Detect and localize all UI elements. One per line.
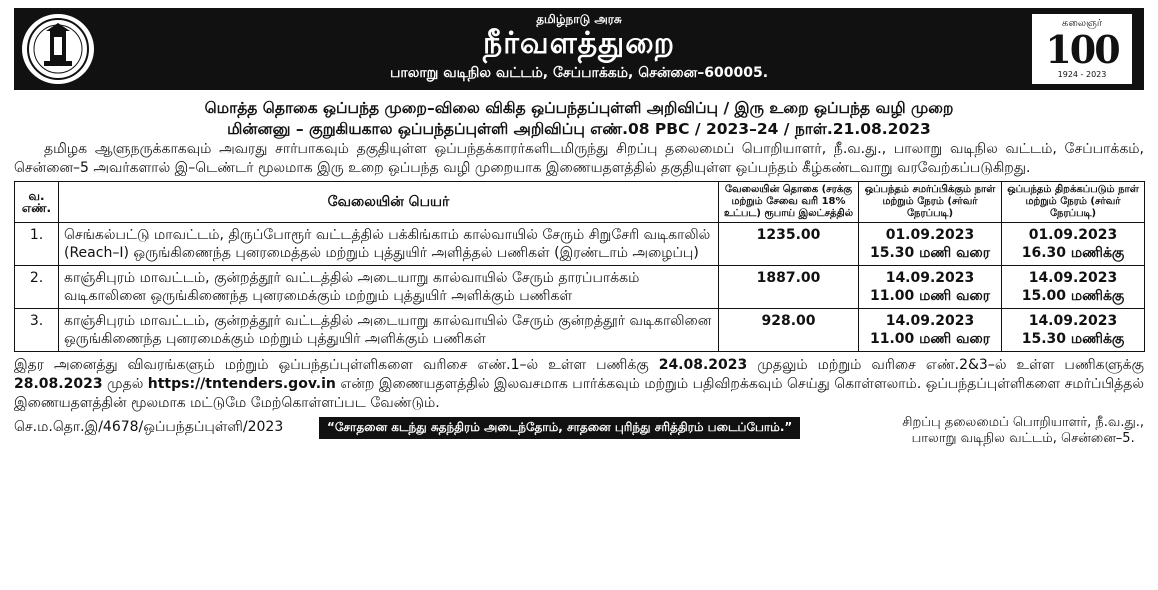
row-submit-date: 14.09.2023: [885, 270, 975, 286]
row-serial-no: 1.: [15, 223, 59, 266]
row-serial-no: 2.: [15, 266, 59, 309]
header-band: [14, 8, 1144, 90]
table-row: [15, 309, 1145, 352]
office-address: பாலாறு வடிநில வட்டம், சேப்பாக்கம், சென்னை–600005.: [389, 65, 769, 81]
footer-paragraph: [14, 356, 1144, 413]
row-submit-time: 11.00 மணி வரை: [870, 331, 990, 347]
row-open-time: 15.30 மணிக்கு: [1021, 331, 1125, 347]
footer-date-1: 24.08.2023: [658, 357, 748, 373]
notice-intro: தமிழக ஆளுநருக்காகவும் அவரது சார்பாகவும் தகுதியுள்ள ஒப்பந்தக்காரர்களிடமிருந்து சிறப்பு தலைமைப் பொறியாளர், நீ.வ.து., பாலாறு வடிநில வட்டம், சேப்பாக்கம், சென்னை–5 அவர்களால் இ–டெண்டர் மூலமாக இரு உறை ஒப்பந்த வழி முறையாக இணையதளத்தில் தகுதியுள்ள ஒப்பந்தம் கீழ்கண்டவாறு வரவேற்கப்படுகிறது.: [14, 141, 1144, 176]
signatory-office: பாலாறு வடிநில வட்டம், சென்னை–5.: [911, 431, 1135, 446]
row-submit-time: 15.30 மணி வரை: [870, 245, 990, 261]
row-open-time: 16.30 மணிக்கு: [1021, 245, 1125, 261]
header-open-date: ஒப்பந்தம் திறக்கப்படும் நாள் மற்றும் நேரம் (சர்வர் நேரப்படி): [1002, 182, 1145, 223]
header-submit-date: ஒப்பந்தம் சமர்ப்பிக்கும் நாள் மற்றும் நேரம் (சர்வர் நேரப்படி): [859, 182, 1002, 223]
signatory-block: [902, 415, 1144, 447]
row-open-date: 01.09.2023: [1028, 227, 1118, 243]
row-submit-cell: [859, 266, 1002, 309]
footer-text-1: இதர அனைத்து விவரங்களும் மற்றும் ஒப்பந்தப்புள்ளிகளை வரிசை எண்.1–ல் உள்ள பணிக்கு: [14, 357, 659, 373]
row-submit-date: 01.09.2023: [885, 227, 975, 243]
notice-title-line2: மின்னனு – குறுகியகால ஒப்பந்தப்புள்ளி அறிவிப்பு எண்.08 PBC / 2023–24 / நாள்.21.08.2023: [227, 120, 931, 138]
row-submit-date: 14.09.2023: [885, 313, 975, 329]
row-amount: 928.00: [719, 309, 859, 352]
footer-text-3: முதல்: [102, 376, 148, 392]
footer-text-2: முதலும் மற்றும் வரிசை எண்.2&3–ல் உள்ள பணிகளுக்கு: [747, 357, 1144, 373]
header-amount: வேலையின் தொகை (சரக்கு மற்றும் சேவை வரி 18% உட்பட) ரூபாய் இலட்சத்தில்: [719, 182, 859, 223]
row-serial-no: 3.: [15, 309, 59, 352]
logo-years: 1924 - 2023: [1057, 70, 1107, 79]
row-work-name: செங்கல்பட்டு மாவட்டம், திருப்போரூர் வட்டத்தில் பக்கிங்காம் கால்வாயில் சேரும் சிறுசேரி வடிகாலில் (Reach–I) ஒருங்கிணைந்த புனரமைத்தல் மற்றும் புத்துயிர் அளித்தல் பணிகள் (இரண்டாம் அழைப்பு): [59, 223, 719, 266]
header-work-name: வேலையின் பெயர்: [59, 182, 719, 223]
table-header-row: [15, 182, 1145, 223]
tender-table: [14, 181, 1145, 352]
footer-date-2: 28.08.2023: [14, 376, 103, 392]
row-work-name: காஞ்சிபுரம் மாவட்டம், குன்றத்தூர் வட்டத்தில் அடையாறு கால்வாயில் சேரும் தாரப்பாக்கம் வடிகாலினை ஒருங்கிணைந்த புனரமைக்கும் மற்றும் புத்துயிர் அளிக்கும் பணிகள்: [59, 266, 719, 309]
signatory-title: சிறப்பு தலைமைப் பொறியாளர், நீ.வ.து.,: [902, 415, 1144, 430]
row-work-name: காஞ்சிபுரம் மாவட்டம், குன்றத்தூர் வட்டத்தில் அடையாறு கால்வாயில் சேரும் குன்றத்தூர் வடிகாலினை ஒருங்கிணைந்த புனரமைக்கும் மற்றும் புத்துயிர் அளிக்கும் பணிகள்: [59, 309, 719, 352]
logo-top-text: கலைஞர்: [1061, 18, 1103, 29]
footer-text-4: என்ற இணையதளத்தில் இலவசமாக பார்க்கவும் மற்றும் பதிவிறக்கவும் செய்து கொள்ளலாம். ஒப்பந்தப்புள்ளிகளை சமர்ப்பித்தல் இணையதளத்தின் மூலமாக மட்டுமே மேற்கொள்ளப்பட வேண்டும்.: [14, 376, 1145, 411]
table-row: [15, 223, 1145, 266]
row-amount: 1235.00: [719, 223, 859, 266]
row-open-cell: [1002, 223, 1145, 266]
notice-title-line1: மொத்த தொகை ஒப்பந்த முறை–விலை விகித ஒப்பந்தப்புள்ளி அறிவிப்பு / இரு உறை ஒப்பந்த வழி முறை: [204, 99, 954, 117]
row-submit-cell: [859, 223, 1002, 266]
slogan-banner: “சோதனை கடந்து சுதந்திரம் அடைந்தோம், சாதனை புரிந்து சரித்திரம் படைப்போம்.”: [319, 417, 800, 439]
govt-name: தமிழ்நாடு அரசு: [536, 12, 622, 26]
row-open-time: 15.00 மணிக்கு: [1021, 288, 1125, 304]
kalaignar-100-logo: [1030, 12, 1134, 86]
department-name: நீர்வளத்துறை: [482, 26, 676, 61]
logo-number: 100: [1045, 27, 1119, 72]
row-open-cell: [1002, 266, 1145, 309]
reference-number: செ.ம.தொ.இ/4678/ஒப்பந்தப்புள்ளி/2023: [14, 419, 284, 435]
row-open-cell: [1002, 309, 1145, 352]
header-serial-no: வ. எண்.: [15, 182, 59, 223]
table-row: [15, 266, 1145, 309]
tenders-website-link[interactable]: https://tntenders.gov.in: [147, 376, 336, 392]
row-amount: 1887.00: [719, 266, 859, 309]
row-submit-time: 11.00 மணி வரை: [870, 288, 990, 304]
row-submit-cell: [859, 309, 1002, 352]
row-open-date: 14.09.2023: [1028, 313, 1118, 329]
row-open-date: 14.09.2023: [1028, 270, 1118, 286]
footer-bottom-row: [14, 415, 1144, 449]
